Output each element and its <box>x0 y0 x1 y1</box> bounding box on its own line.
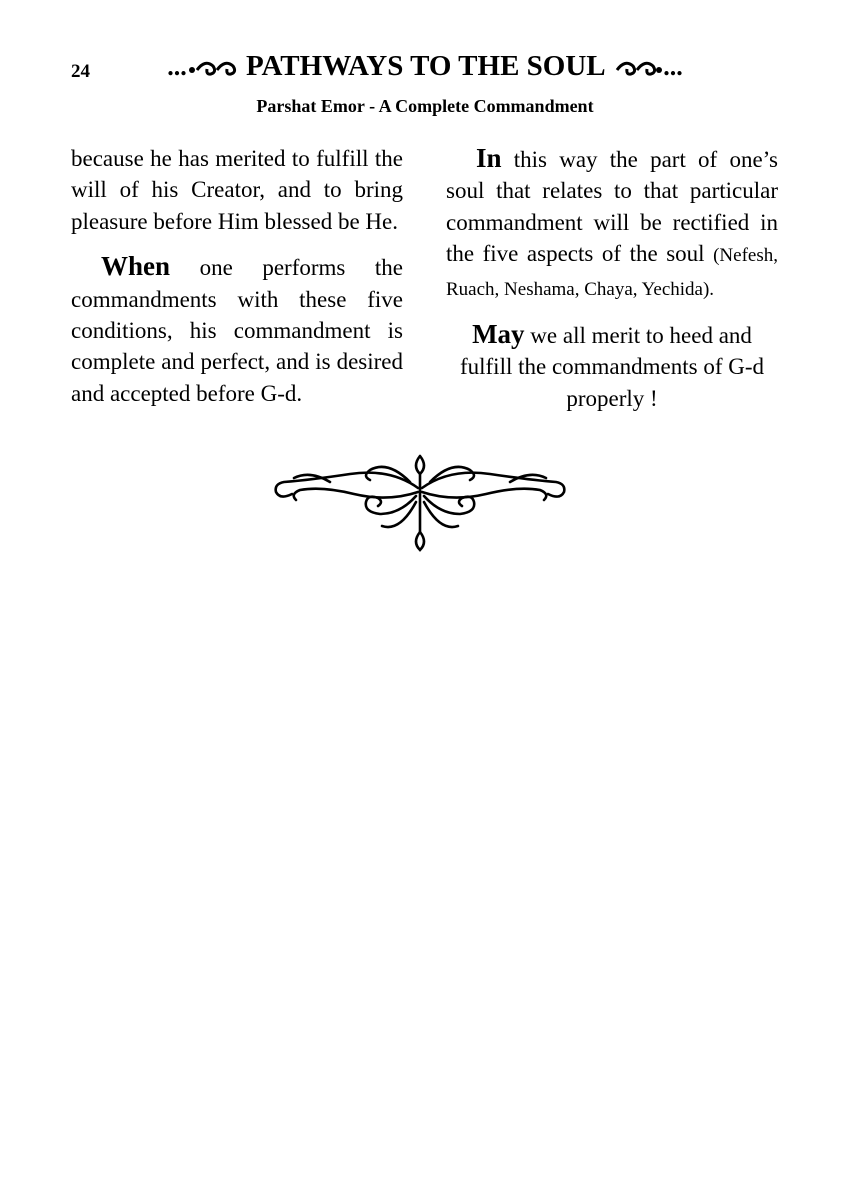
right-scroll-ornament-icon <box>611 56 663 80</box>
running-header-title: PATHWAYS TO THE SOUL <box>245 50 605 82</box>
flourish-divider-icon <box>270 452 570 554</box>
right-paragraph-1-text: this way the part of one’s soul that relates to that particular commandment will be rectified in the five aspects of the soul <box>446 147 778 267</box>
left-column <box>71 143 403 423</box>
right-paragraph-2-text: we all merit to heed and fulfill the commandments of G-d properly ! <box>459 323 765 411</box>
right-paragraph-1 <box>446 143 778 305</box>
left-ornament-dots: ... <box>167 52 187 81</box>
right-paragraph-1-parenthetical: (Nefesh, Ruach, Neshama, Chaya, Yechida). <box>446 245 778 300</box>
section-subtitle: Parshat Emor - A Complete Commandment <box>256 96 594 116</box>
left-scroll-ornament-icon <box>187 56 239 80</box>
left-paragraph-2-text: one performs the commandments with these five conditions, his commandment is complete and perfect, and is desired and accepted before G-d. <box>71 255 403 406</box>
left-paragraph-2 <box>71 251 403 409</box>
left-paragraph-2-lead: When <box>101 251 171 282</box>
right-ornament-dots: ... <box>663 52 683 81</box>
right-paragraph-1-lead: In <box>476 143 502 173</box>
right-paragraph-2-lead: May <box>472 319 525 350</box>
running-header <box>130 50 720 83</box>
right-column <box>446 143 778 428</box>
left-paragraph-1: because he has merited to fulfill the will of his Creator, and to bring pleasure before Him blessed be He. <box>71 146 403 234</box>
page-number: 24 <box>71 61 90 82</box>
right-paragraph-2 <box>446 319 778 414</box>
